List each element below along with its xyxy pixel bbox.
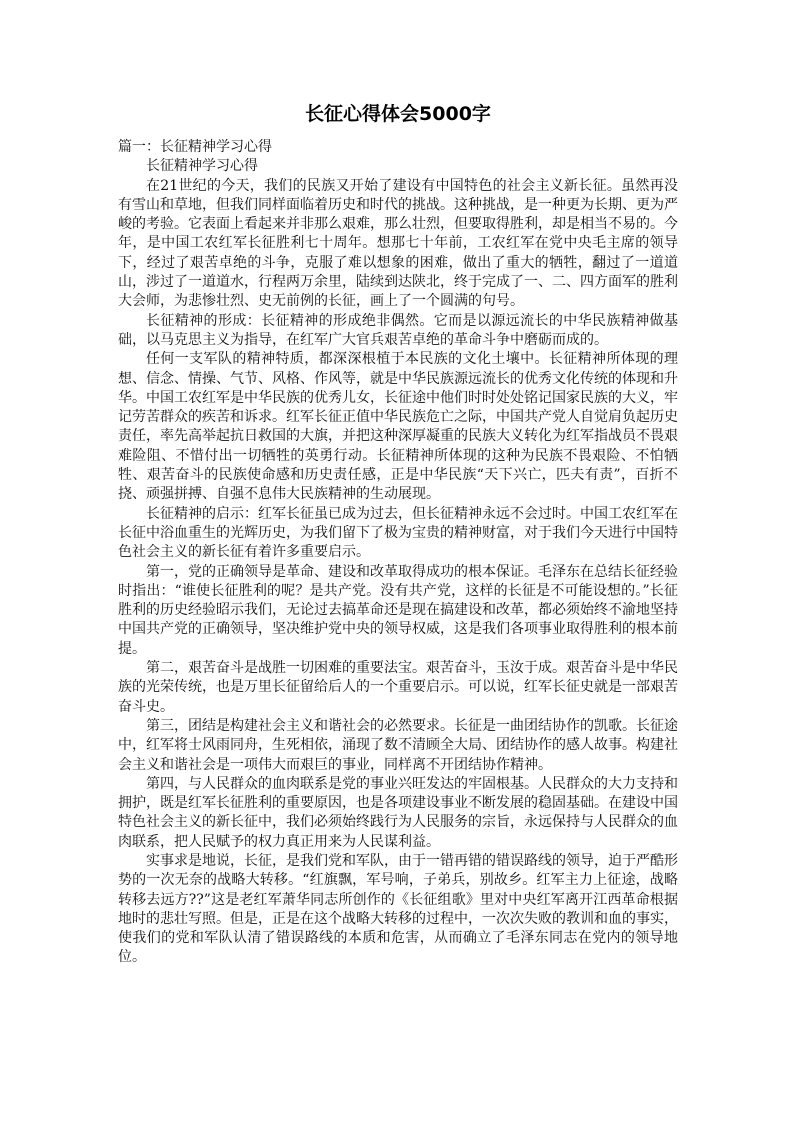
paragraph: 第三，团结是构建社会主义和谐社会的必然要求。长征是一曲团结协作的凯歌。长征途中，红军将士风雨同舟，生死相依，涌现了数不清顾全大局、团结协作的感人故事。构建社会主义和谐社会是一项伟大而艰巨的事业，同样离不开团结协作精神。: [118, 717, 678, 773]
subheading: 长征精神学习心得: [146, 158, 258, 175]
paragraph: 第二，艰苦奋斗是战胜一切困难的重要法宝。艰苦奋斗，玉汝于成。艰苦奋斗是中华民族的光荣传统，也是万里长征留给后人的一个重要启示。可以说，红军长征史就是一部艰苦奋斗史。: [118, 660, 678, 715]
document-page: [118, 100, 678, 968]
paragraph: 第一，党的正确领导是革命、建设和改革取得成功的根本保证。毛泽东在总结长征经验时指出：“谁使长征胜利的呢？是共产党。没有共产党，这样的长征是不可能设想的。”长征胜利的历史经验昭示我们，无论过去搞革命还是现在搞建设和改革，都必须始终不渝地坚持中国共产党的正确领导，坚决维护党中央的领导权威，这是我们各项事业取得胜利的根本前提。: [118, 563, 678, 657]
paragraph: 长征精神的形成：长征精神的形成绝非偶然。它而是以源远流长的中华民族精神做基础，以马克思主义为指导，在红军广大官兵艰苦卓绝的革命斗争中磨砺而成的。: [118, 312, 678, 348]
section-heading: 篇一：长征精神学习心得: [118, 139, 272, 155]
paragraph: 在21世纪的今天，我们的民族又开始了建设有中国特色的社会主义新长征。虽然再没有雪山和草地，但我们同样面临着历史和时代的挑战。这种挑战，是一种更为长期、更为严峻的考验。它表面上看起来并非那么艰难，那么壮烈，但要取得胜利，却是相当不易的。今年，是中国工农红军长征胜利七十周年。想那七十年前，工农红军在党中央毛主席的领导下，经过了艰苦卓绝的斗争，克服了难以想象的困难，做出了重大的牺牲，翻过了一道道山，涉过了一道道水，行程两万余里，陆续到达陕北，终于完成了一、二、四方面军的胜利大会师，为悲惨壮烈、史无前例的长征，画上了一个圆满的句号。: [118, 177, 678, 310]
document-title: 长征心得体会5000字: [305, 103, 491, 125]
paragraph: 第四，与人民群众的血肉联系是党的事业兴旺发达的牢固根基。人民群众的大力支持和拥护，既是红军长征胜利的重要原因，也是各项建设事业不断发展的稳固基础。在建设中国特色社会主义的新长征中，我们必须始终践行为人民服务的宗旨，永远保持与人民群众的血肉联系，把人民赋予的权力真正用来为人民谋利益。: [118, 775, 678, 850]
paragraph: 实事求是地说，长征，是我们党和军队，由于一错再错的错误路线的领导，迫于严酷形势的一次无奈的战略大转移。“红旗飘，军号响，子弟兵，别故乡。红军主力上征途，战略转移去远方??”这是老红军萧华同志所创作的《长征组歌》里对中央红军离开江西革命根据地时的悲壮写照。但是，正是在这个战略大转移的过程中，一次次失败的教训和血的事实，使我们的党和军队认清了错误路线的本质和危害，从而确立了毛泽东同志在党内的领导地位。: [118, 852, 678, 966]
paragraph: 长征精神的启示：红军长征虽已成为过去，但长征精神永远不会过时。中国工农红军在长征中浴血重生的光辉历史，为我们留下了极为宝贵的精神财富，对于我们今天进行中国特色社会主义的新长征有着许多重要启示。: [118, 505, 678, 561]
paragraph: 任何一支军队的精神特质，都深深根植于本民族的文化土壤中。长征精神所体现的理想、信念、情操、气节、风格、作风等，就是中华民族源远流长的优秀文化传统的体现和升华。中国工农红军是中华民族的优秀儿女，长征途中他们时时处处铭记国家民族的大义，牢记劳苦群众的疾苦和诉求。红军长征正值中华民族危亡之际，中国共产党人自觉肩负起历史责任，率先高举起抗日救国的大旗，并把这种深厚凝重的民族大义转化为红军指战员不畏艰难险阻、不惜付出一切牺牲的英勇行动。长征精神所体现的这种为民族不畏艰险、不怕牺牲、艰苦奋斗的民族使命感和历史责任感，正是中华民族“天下兴亡，匹夫有责”，百折不挠、顽强拼搏、自强不息伟大民族精神的生动展现。: [118, 351, 678, 503]
